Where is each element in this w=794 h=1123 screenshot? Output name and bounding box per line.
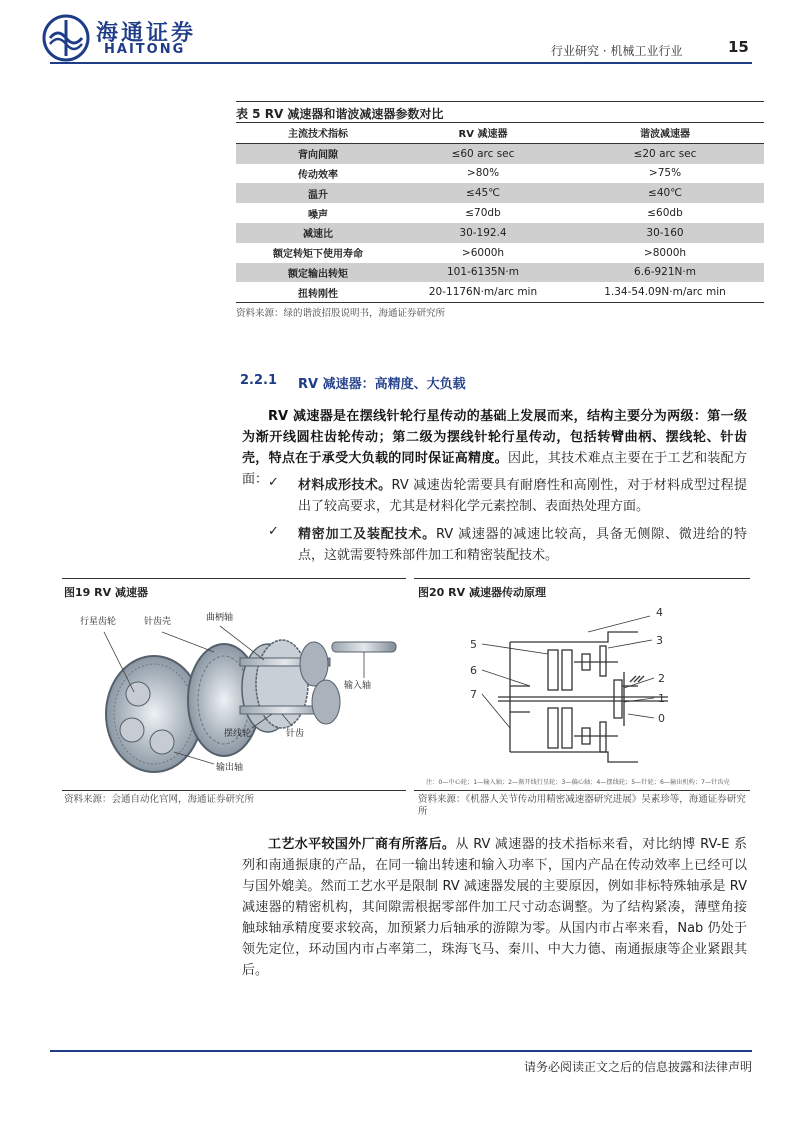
figure19-bottom-rule — [62, 790, 406, 791]
table-cell: 30-192.4 — [400, 223, 566, 243]
table-cell: >8000h — [643, 246, 687, 259]
page-number: 15 — [728, 38, 749, 56]
intro-normal-text: 因此，其技术难点主要在于工艺和装配方面： — [242, 451, 747, 487]
label-output-shaft: 输出轴 — [216, 763, 244, 773]
table-cell: 额定转矩下使用寿命 — [273, 249, 363, 261]
label-1: 1 — [658, 692, 665, 705]
table-cell: 30-160 — [566, 223, 764, 243]
table-cell: 传动效率 — [298, 169, 338, 181]
table-cell: 额定输出转矩 — [236, 263, 400, 283]
closing-bold-text: 工艺水平较国外厂商有所落后。 — [268, 837, 456, 852]
figure20-source: 资料来源：《机器人关节传动用精密减速器研究进展》吴素珍等，海通证券研究所 — [418, 794, 746, 817]
intro-bold-text: RV 减速器是在摆线针轮行星传动的基础上发展而来，结构主要分为两级：第一级为渐开线圆柱齿轮传动；第二级为摆线针轮行星传动，包括转臂曲柄、摆线轮、针齿壳，特点在于承受大负载的同时保证高精度。 — [242, 409, 747, 466]
label-2: 2 — [658, 672, 665, 685]
column-header: 谐波减速器 — [566, 123, 764, 144]
figure20-caption: 图20 RV 减速器传动原理 — [418, 586, 546, 599]
table-cell: ≤20 arc sec — [566, 143, 764, 163]
table-cell: 101-6135N·m — [400, 263, 566, 283]
label-7: 7 — [470, 688, 477, 701]
table-cell: 6.6-921N·m — [566, 263, 764, 283]
figure19-top-rule — [62, 578, 406, 579]
table-cell: ≤70db — [465, 207, 501, 220]
figure20-top-rule — [414, 578, 750, 579]
label-crank-shaft: 曲柄轴 — [206, 613, 234, 623]
closing-paragraph — [242, 834, 747, 981]
header-divider — [50, 62, 752, 64]
table-cell: >75% — [648, 167, 682, 180]
haitong-logo-icon — [42, 14, 90, 62]
label-4: 4 — [656, 606, 663, 619]
bullet-text: RV 减速齿轮需要具有耐磨性和高刚性，对于材料成型过程提出了较高要求，尤其是材料化学元素控制、表面热处理方面。 — [298, 478, 747, 514]
bullet-heading: 材料成形技术。 — [298, 478, 392, 493]
table-cell: ≤45℃ — [400, 183, 566, 203]
checkmark-icon: ✓ — [268, 475, 279, 490]
table-cell: ≤60 arc sec — [400, 143, 566, 163]
label-5: 5 — [470, 638, 477, 651]
table-cell: 20-1176N·m/arc min — [400, 282, 566, 302]
label-3: 3 — [656, 634, 663, 647]
table-row — [236, 223, 764, 243]
label-pin-housing: 针齿壳 — [144, 617, 172, 627]
table-cell: >80% — [466, 167, 500, 180]
bullet-item — [298, 475, 747, 517]
column-header: 主流技术指标 — [236, 123, 400, 144]
section-number: 2.2.1 — [240, 373, 278, 388]
label-6: 6 — [470, 664, 477, 677]
transmission-principle-diagram — [418, 602, 748, 790]
table-cell: 背向间隙 — [236, 143, 400, 163]
figure20-bottom-rule — [414, 790, 750, 791]
table-cell: ≤60db — [647, 207, 683, 220]
table-cell: 扭转刚性 — [236, 282, 400, 302]
footer-divider — [50, 1050, 752, 1052]
logo-english-name: HAITONG — [104, 42, 186, 57]
table-row — [236, 203, 764, 223]
table-row — [236, 263, 764, 283]
table-row — [236, 143, 764, 163]
label-pin-teeth: 针齿 — [286, 729, 305, 739]
label-planet-gear: 行星齿轮 — [80, 617, 117, 627]
table-cell: 噪声 — [308, 209, 328, 221]
section-title: RV 减速器：高精度、大负载 — [298, 377, 466, 392]
logo-chinese-name: 海通证券 — [96, 20, 197, 46]
header-section-label: 行业研究 · 机械工业行业 — [551, 44, 683, 58]
figure19-source: 资料来源：会通自动化官网，海通证券研究所 — [64, 794, 255, 805]
checkmark-icon: ✓ — [268, 524, 279, 539]
bullet-item — [298, 524, 747, 566]
column-header: RV 减速器 — [400, 123, 566, 144]
table-row — [236, 243, 764, 263]
bullet-text: RV 减速器的减速比较高，具备无侧隙、微进给的特点，这就需要特殊部件加工和精密装配技术。 — [298, 527, 747, 563]
table-cell: 1.34-54.09N·m/arc min — [566, 282, 764, 302]
label-0: 0 — [658, 712, 665, 725]
figure19-caption: 图19 RV 减速器 — [64, 586, 148, 599]
table-cell: 减速比 — [236, 223, 400, 243]
table-cell: >6000h — [461, 246, 505, 259]
diagram-legend: 注：0—中心轮；1—输入轴；2—渐开线行星轮；3—偏心轴；4—摆线轮；5—针轮；6—输出机构；7—针齿壳 — [426, 779, 730, 786]
footer-disclaimer: 请务必阅读正文之后的信息披露和法律声明 — [524, 1060, 753, 1074]
table-source: 资料来源：绿的谐波招股说明书，海通证券研究所 — [236, 308, 446, 319]
table-title: 表 5 RV 减速器和谐波减速器参数对比 — [236, 107, 444, 121]
closing-normal-text: 从 RV 减速器的技术指标来看，对比纳博 RV-E 系列和南通振康的产品，在同一输出转速和输入功率下，国内产品在传动效率上已经可以与国外媲美。然而工艺水平是限制 RV 减速器发展的主要原因，例如非标特殊轴承是 RV 减速器的精密机构，其间隙需根据零部件加工尺寸动态调整。为了结构紧凑，薄壁角接触球轴承精度要求较高，加预紧力后轴承的游隙为零。从国内市占率来看，Nab 仍处于领先定位，环动国内市占率第二，珠海飞马、秦川、中大力德、南通振康等企业紧跟其后。 — [242, 837, 747, 978]
comparison-table — [236, 122, 764, 303]
table-top-rule — [236, 101, 764, 102]
table-header-row — [236, 123, 764, 144]
table-cell: ≤40℃ — [566, 183, 764, 203]
table-row — [236, 282, 764, 302]
label-input-shaft: 输入轴 — [344, 681, 372, 691]
rv-reducer-illustration — [64, 602, 404, 786]
label-cycloid-disc: 摆线轮 — [224, 729, 252, 739]
table-cell: 温升 — [236, 183, 400, 203]
table-row — [236, 164, 764, 184]
table-row — [236, 183, 764, 203]
bullet-heading: 精密加工及装配技术。 — [298, 527, 436, 542]
